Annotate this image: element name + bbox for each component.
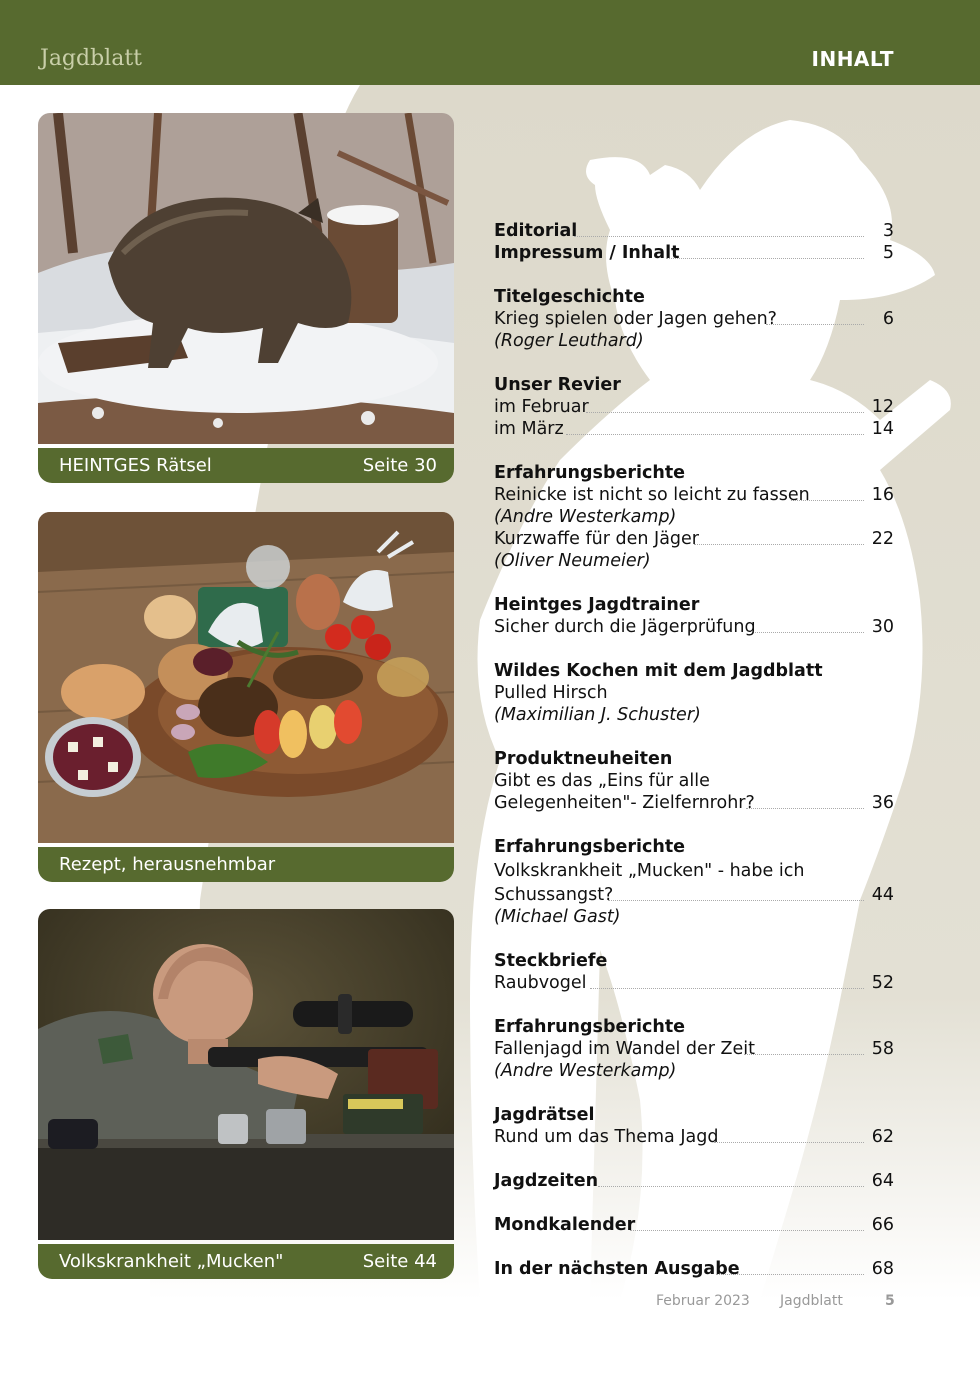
toc-heading: Erfahrungsberichte — [494, 463, 686, 483]
caption-page: Seite 30 — [362, 455, 437, 476]
header-bar — [0, 0, 980, 85]
toc-entry-produkt-line1[interactable]: Gibt es das „Eins für alle — [494, 771, 710, 791]
toc-page: 22 — [871, 529, 894, 549]
magazine-brand: Jagdblatt — [40, 46, 143, 71]
toc-entry-kurzwaffe[interactable]: Kurzwaffe für den Jäger 22 — [494, 529, 894, 549]
toc-page: 62 — [871, 1127, 894, 1147]
toc-page: 68 — [871, 1259, 894, 1279]
caption-raetsel[interactable] — [38, 448, 454, 483]
toc-author: (Andre Westerkamp) — [494, 1061, 677, 1081]
toc-heading: Heintges Jagdtrainer — [494, 595, 700, 615]
toc-author: (Andre Westerkamp) — [494, 507, 677, 527]
shooter-photo — [38, 909, 454, 1240]
toc-page: 66 — [871, 1215, 894, 1235]
toc-page: 16 — [871, 485, 894, 505]
toc-heading: Steckbriefe — [494, 951, 608, 971]
toc-heading: Erfahrungsberichte — [494, 1017, 686, 1037]
toc-page: 6 — [882, 309, 894, 329]
toc-entry-impressum[interactable]: Impressum / Inhalt 5 — [494, 243, 894, 263]
toc-heading: Jagdrätsel — [494, 1105, 595, 1125]
toc-entry-februar[interactable]: im Februar 12 — [494, 397, 894, 417]
game-platter-illustration — [38, 512, 454, 843]
caption-page: Seite 44 — [362, 1251, 437, 1272]
toc-heading: Wildes Kochen mit dem Jagdblatt — [494, 661, 823, 681]
toc-page: 44 — [871, 885, 894, 905]
section-title: INHALT — [811, 47, 894, 71]
footer-date: Februar 2023 — [656, 1293, 750, 1309]
toc-entry-jagdraetsel[interactable]: Rund um das Thema Jagd 62 — [494, 1127, 894, 1147]
toc-page: 3 — [882, 221, 894, 241]
footer-magazine: Jagdblatt — [780, 1293, 843, 1309]
toc-entry-titel[interactable]: Krieg spielen oder Jagen gehen? 6 — [494, 309, 894, 329]
food-photo — [38, 512, 454, 843]
toc-author: (Maximilian J. Schuster) — [494, 705, 701, 725]
toc-heading: Titelgeschichte — [494, 287, 645, 307]
toc-page: 52 — [871, 973, 894, 993]
toc-entry-produkt[interactable]: Gelegenheiten"- Zielfernrohr? 36 — [494, 793, 894, 813]
toc-page: 36 — [871, 793, 894, 813]
caption-text: Volkskrankheit „Mucken" — [59, 1251, 284, 1272]
toc-entry-fallenjagd[interactable]: Fallenjagd im Wandel der Zeit 58 — [494, 1039, 894, 1059]
toc-entry-mucken-line1[interactable]: Volkskrankheit „Mucken" - habe ich — [494, 861, 805, 881]
toc-author: (Oliver Neumeier) — [494, 551, 651, 571]
toc-page: 58 — [871, 1039, 894, 1059]
toc-entry-maerz[interactable]: im März 14 — [494, 419, 894, 439]
caption-text: Rezept, herausnehmbar — [59, 854, 276, 875]
hunter-aiming-illustration — [38, 909, 454, 1240]
toc-entry-mondkalender[interactable]: Mondkalender 66 — [494, 1215, 894, 1235]
toc-page: 14 — [871, 419, 894, 439]
caption-mucken[interactable] — [38, 1244, 454, 1279]
wild-boar-illustration — [38, 113, 454, 444]
toc-entry-trainer[interactable]: Sicher durch die Jägerprüfung 30 — [494, 617, 894, 637]
boar-photo — [38, 113, 454, 444]
toc-heading: Unser Revier — [494, 375, 621, 395]
toc-entry-reinicke[interactable]: Reinicke ist nicht so leicht zu fassen 16 — [494, 485, 894, 505]
toc-page: 64 — [871, 1171, 894, 1191]
toc-heading: Produktneuheiten — [494, 749, 673, 769]
toc-entry-jagdzeiten[interactable]: Jagdzeiten 64 — [494, 1171, 894, 1191]
toc-heading: Erfahrungsberichte — [494, 837, 686, 857]
toc-page: 30 — [871, 617, 894, 637]
toc-page: 12 — [871, 397, 894, 417]
caption-rezept[interactable] — [38, 847, 454, 882]
toc-entry-mucken[interactable]: Schussangst? 44 — [494, 885, 894, 905]
toc-entry-naechste-ausgabe[interactable]: In der nächsten Ausgabe 68 — [494, 1259, 894, 1279]
footer-page-number: 5 — [885, 1293, 895, 1309]
caption-text: HEINTGES Rätsel — [59, 455, 212, 476]
toc-page: 5 — [882, 243, 894, 263]
toc-entry-raubvogel[interactable]: Raubvogel 52 — [494, 973, 894, 993]
toc-entry-kochen[interactable]: Pulled Hirsch — [494, 683, 608, 703]
toc-entry-editorial[interactable]: Editorial 3 — [494, 221, 894, 241]
toc-author: (Michael Gast) — [494, 907, 621, 927]
toc-author: (Roger Leuthard) — [494, 331, 644, 351]
